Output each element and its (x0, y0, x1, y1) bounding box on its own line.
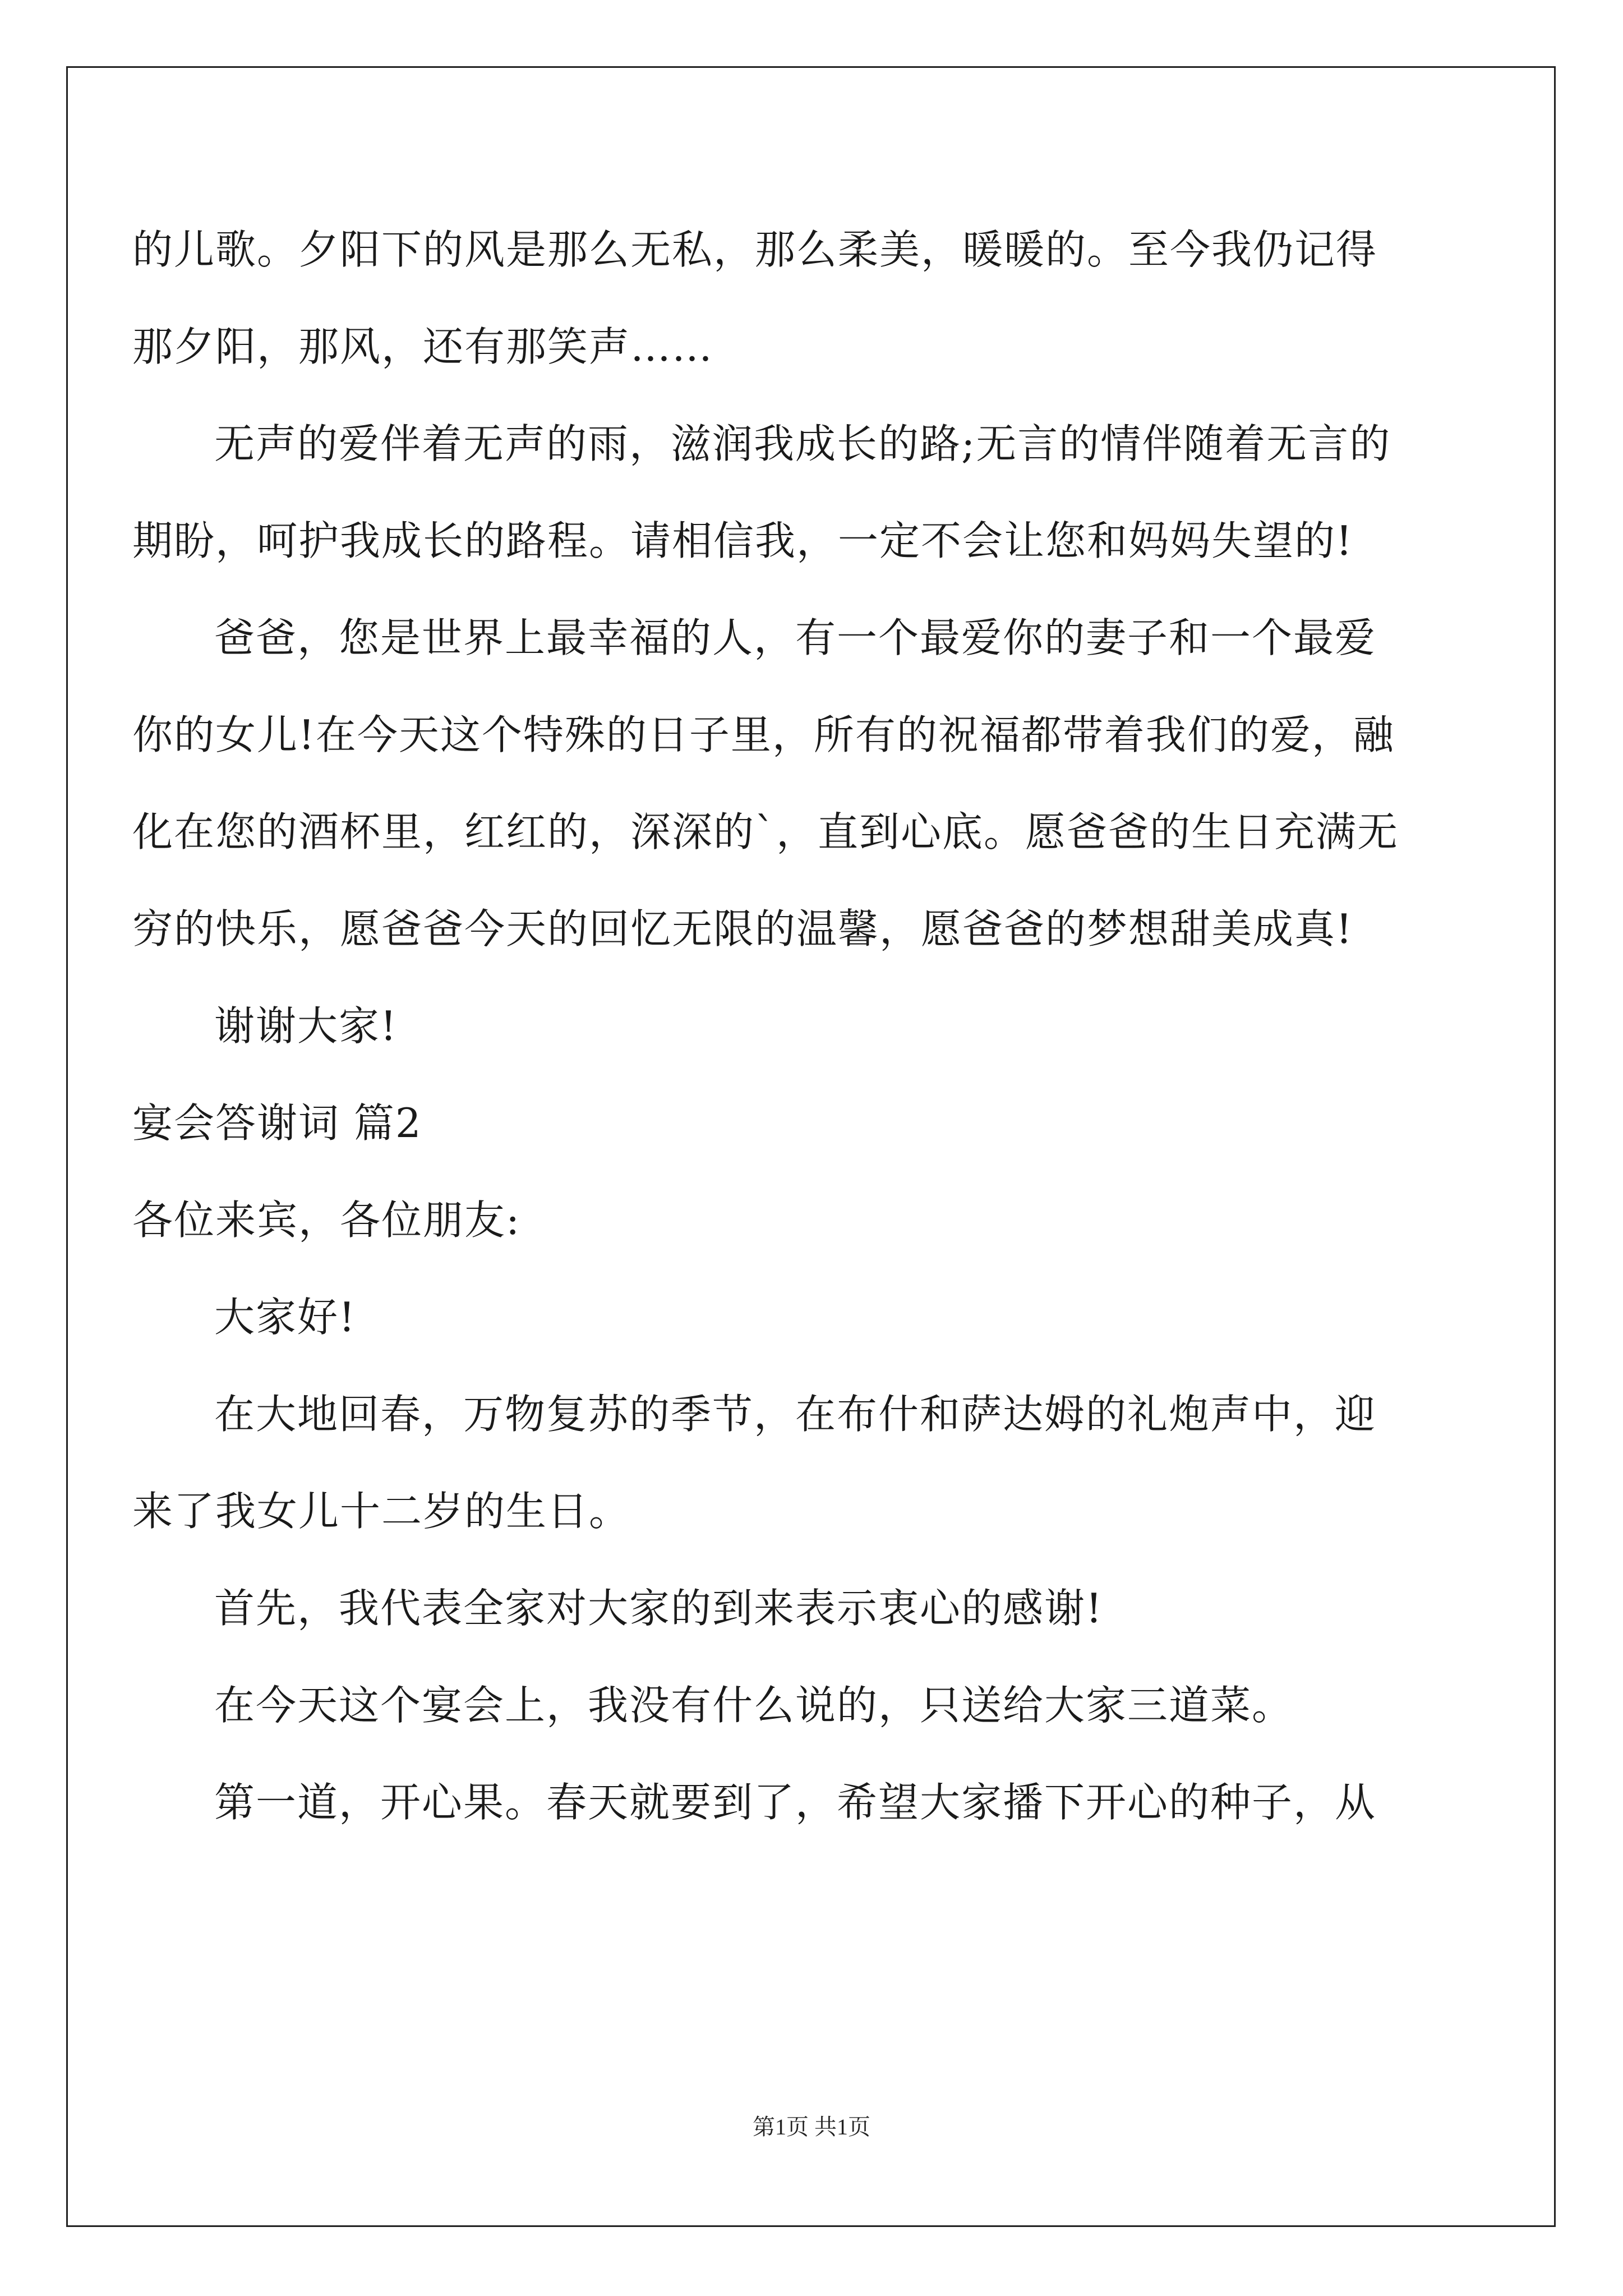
text-line: 你的女儿!在今天这个特殊的日子里，所有的祝福都带着我们的爱，融 (132, 711, 1395, 758)
text-line: 来了我女儿十二岁的生日。 (132, 1488, 631, 1535)
salutation-line: 各位来宾，各位朋友: (132, 1197, 521, 1244)
text-line: 化在您的酒杯里，红红的，深深的`，直到心底。愿爸爸的生日充满无 (132, 808, 1399, 855)
paragraph-start-line: 爸爸，您是世界上最幸福的人，有一个最爱你的妻子和一个最爱 (214, 614, 1377, 661)
page-footer: 第1页 共1页 (753, 2114, 870, 2139)
text-line: 期盼，呵护我成长的路程。请相信我，一定不会让您和妈妈失望的! (132, 517, 1353, 564)
section-heading: 宴会答谢词 篇2 (132, 1099, 422, 1147)
paragraph-start-line: 在今天这个宴会上，我没有什么说的，只送给大家三道菜。 (214, 1682, 1294, 1729)
paragraph-start-line: 谢谢大家! (214, 1002, 398, 1050)
text-line: 那夕阳，那风，还有那笑声…… (132, 323, 714, 370)
paragraph-start-line: 第一道，开心果。春天就要到了，希望大家播下开心的种子，从 (214, 1779, 1377, 1826)
text-line: 的儿歌。夕阳下的风是那么无私，那么柔美，暖暖的。至今我仍记得 (132, 226, 1378, 273)
paragraph-start-line: 首先，我代表全家对大家的到来表示衷心的感谢! (214, 1585, 1103, 1632)
paragraph-start-line: 无声的爱伴着无声的雨，滋润我成长的路;无言的情伴随着无言的 (214, 420, 1391, 467)
paragraph-start-line: 在大地回春，万物复苏的季节，在布什和萨达姆的礼炮声中，迎 (214, 1391, 1377, 1438)
text-line: 穷的快乐，愿爸爸今天的回忆无限的温馨，愿爸爸的梦想甜美成真! (132, 905, 1353, 953)
paragraph-start-line: 大家好! (214, 1294, 356, 1341)
